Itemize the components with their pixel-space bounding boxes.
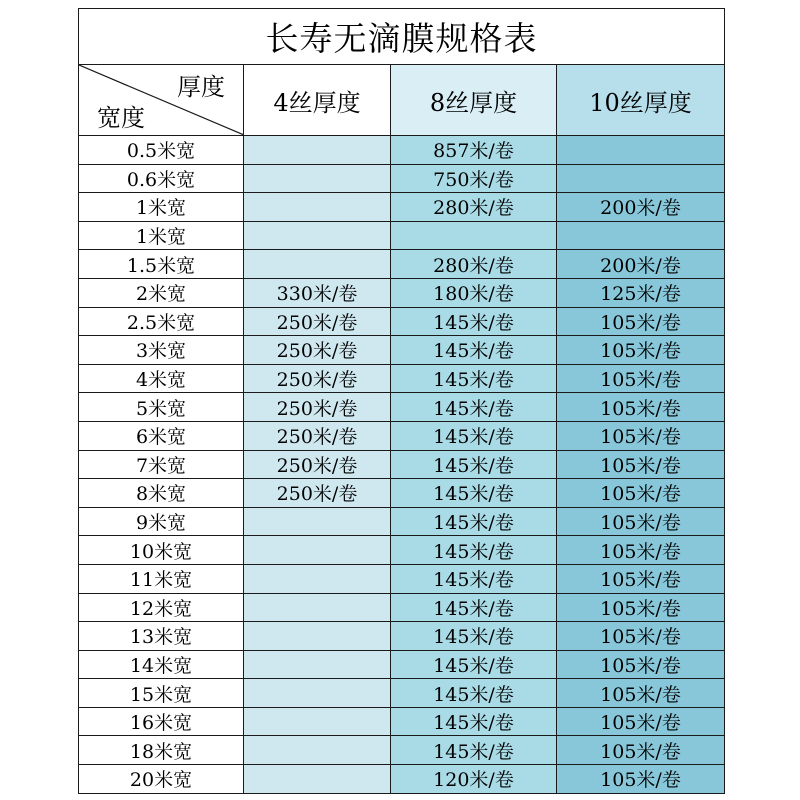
table-body [79, 136, 725, 794]
width-cell: 2.5米宽 [79, 307, 244, 336]
thickness-8-cell: 145米/卷 [391, 593, 557, 622]
table-row [79, 221, 725, 250]
thickness-4-cell [244, 164, 391, 193]
thickness-8-cell: 145米/卷 [391, 622, 557, 651]
thickness-10-cell: 105米/卷 [557, 536, 725, 565]
table-row [79, 193, 725, 222]
thickness-10-cell: 105米/卷 [557, 650, 725, 679]
thickness-10-cell: 105米/卷 [557, 421, 725, 450]
width-cell: 10米宽 [79, 536, 244, 565]
thickness-10-cell: 105米/卷 [557, 564, 725, 593]
width-cell: 5米宽 [79, 393, 244, 422]
thickness-4-cell [244, 536, 391, 565]
thickness-8-cell: 180米/卷 [391, 278, 557, 307]
thickness-axis-label: 厚度 [177, 73, 225, 101]
table-row [79, 650, 725, 679]
thickness-10-cell: 105米/卷 [557, 707, 725, 736]
header-10-thickness: 10丝厚度 [557, 65, 725, 136]
table-row [79, 622, 725, 651]
width-cell: 11米宽 [79, 564, 244, 593]
width-cell: 14米宽 [79, 650, 244, 679]
thickness-10-cell: 200米/卷 [557, 193, 725, 222]
thickness-4-cell: 250米/卷 [244, 307, 391, 336]
thickness-4-cell [244, 707, 391, 736]
thickness-10-cell: 105米/卷 [557, 679, 725, 708]
width-cell: 8米宽 [79, 479, 244, 508]
width-cell: 1.5米宽 [79, 250, 244, 279]
width-cell: 2米宽 [79, 278, 244, 307]
thickness-10-cell: 105米/卷 [557, 593, 725, 622]
thickness-4-cell: 250米/卷 [244, 364, 391, 393]
width-cell: 6米宽 [79, 421, 244, 450]
thickness-4-cell: 250米/卷 [244, 421, 391, 450]
diagonal-corner-header [79, 65, 244, 136]
thickness-8-cell: 145米/卷 [391, 479, 557, 508]
table-row [79, 421, 725, 450]
thickness-8-cell: 280米/卷 [391, 250, 557, 279]
thickness-8-cell: 145米/卷 [391, 307, 557, 336]
thickness-8-cell: 145米/卷 [391, 450, 557, 479]
spec-table [78, 8, 725, 794]
thickness-4-cell: 250米/卷 [244, 479, 391, 508]
header-row [79, 65, 725, 136]
width-cell: 4米宽 [79, 364, 244, 393]
width-cell: 0.6米宽 [79, 164, 244, 193]
thickness-10-cell: 105米/卷 [557, 479, 725, 508]
table-row [79, 278, 725, 307]
width-cell: 7米宽 [79, 450, 244, 479]
thickness-10-cell [557, 221, 725, 250]
thickness-8-cell: 750米/卷 [391, 164, 557, 193]
thickness-10-cell [557, 164, 725, 193]
thickness-4-cell [244, 221, 391, 250]
thickness-8-cell: 145米/卷 [391, 650, 557, 679]
thickness-4-cell [244, 622, 391, 651]
thickness-10-cell: 105米/卷 [557, 622, 725, 651]
width-cell: 20米宽 [79, 765, 244, 794]
table-row [79, 479, 725, 508]
thickness-4-cell: 250米/卷 [244, 450, 391, 479]
table-row [79, 450, 725, 479]
table-row [79, 336, 725, 365]
thickness-8-cell [391, 221, 557, 250]
thickness-10-cell: 105米/卷 [557, 450, 725, 479]
thickness-4-cell [244, 507, 391, 536]
width-cell: 3米宽 [79, 336, 244, 365]
width-cell: 16米宽 [79, 707, 244, 736]
thickness-8-cell: 145米/卷 [391, 393, 557, 422]
thickness-4-cell [244, 193, 391, 222]
thickness-8-cell: 145米/卷 [391, 679, 557, 708]
width-axis-label: 宽度 [97, 104, 145, 132]
header-8-thickness: 8丝厚度 [391, 65, 557, 136]
thickness-10-cell: 125米/卷 [557, 278, 725, 307]
table-row [79, 707, 725, 736]
thickness-8-cell: 280米/卷 [391, 193, 557, 222]
thickness-4-cell: 250米/卷 [244, 336, 391, 365]
table-row [79, 736, 725, 765]
thickness-10-cell: 105米/卷 [557, 364, 725, 393]
table-row [79, 250, 725, 279]
thickness-10-cell: 105米/卷 [557, 336, 725, 365]
table-row [79, 564, 725, 593]
thickness-8-cell: 120米/卷 [391, 765, 557, 794]
thickness-8-cell: 145米/卷 [391, 536, 557, 565]
thickness-8-cell: 145米/卷 [391, 736, 557, 765]
thickness-4-cell [244, 650, 391, 679]
thickness-8-cell: 145米/卷 [391, 507, 557, 536]
table-row [79, 393, 725, 422]
width-cell: 0.5米宽 [79, 136, 244, 165]
thickness-4-cell [244, 250, 391, 279]
thickness-8-cell: 145米/卷 [391, 421, 557, 450]
thickness-4-cell [244, 736, 391, 765]
table-row [79, 364, 725, 393]
table-row [79, 136, 725, 165]
table-row [79, 593, 725, 622]
width-cell: 18米宽 [79, 736, 244, 765]
width-cell: 1米宽 [79, 193, 244, 222]
thickness-4-cell [244, 765, 391, 794]
thickness-10-cell: 200米/卷 [557, 250, 725, 279]
thickness-8-cell: 857米/卷 [391, 136, 557, 165]
thickness-10-cell: 105米/卷 [557, 393, 725, 422]
thickness-4-cell [244, 679, 391, 708]
thickness-4-cell [244, 564, 391, 593]
thickness-8-cell: 145米/卷 [391, 707, 557, 736]
table-row [79, 765, 725, 794]
table-row [79, 679, 725, 708]
header-4-thickness: 4丝厚度 [244, 65, 391, 136]
thickness-4-cell: 330米/卷 [244, 278, 391, 307]
thickness-10-cell: 105米/卷 [557, 307, 725, 336]
table-row [79, 307, 725, 336]
table-row [79, 164, 725, 193]
thickness-10-cell: 105米/卷 [557, 736, 725, 765]
spec-sheet [78, 8, 724, 798]
thickness-10-cell: 105米/卷 [557, 507, 725, 536]
table-row [79, 536, 725, 565]
thickness-4-cell [244, 593, 391, 622]
width-cell: 9米宽 [79, 507, 244, 536]
width-cell: 13米宽 [79, 622, 244, 651]
table-title: 长寿无滴膜规格表 [79, 9, 725, 65]
thickness-10-cell [557, 136, 725, 165]
width-cell: 12米宽 [79, 593, 244, 622]
thickness-8-cell: 145米/卷 [391, 564, 557, 593]
thickness-4-cell: 250米/卷 [244, 393, 391, 422]
thickness-8-cell: 145米/卷 [391, 364, 557, 393]
width-cell: 1米宽 [79, 221, 244, 250]
width-cell: 15米宽 [79, 679, 244, 708]
thickness-8-cell: 145米/卷 [391, 336, 557, 365]
thickness-4-cell [244, 136, 391, 165]
table-row [79, 507, 725, 536]
thickness-10-cell: 105米/卷 [557, 765, 725, 794]
